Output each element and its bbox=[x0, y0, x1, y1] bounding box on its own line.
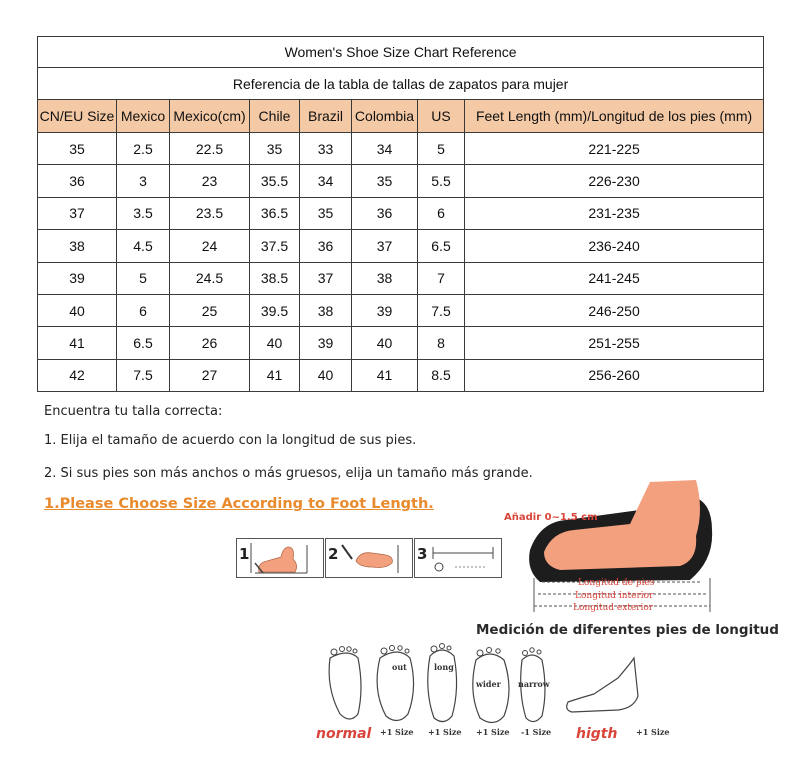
table-cell: 2.5 bbox=[117, 133, 170, 165]
table-cell: 7 bbox=[418, 262, 465, 294]
step-1-number: 1 bbox=[239, 545, 250, 563]
header-cn-eu: CN/EU Size bbox=[38, 100, 117, 133]
table-cell: 221-225 bbox=[465, 133, 764, 165]
header-feet-length: Feet Length (mm)/Longitud de los pies (mm) bbox=[465, 100, 764, 133]
table-cell: 5 bbox=[117, 262, 170, 294]
table-cell: 40 bbox=[352, 327, 418, 359]
table-cell: 39 bbox=[352, 294, 418, 326]
foot-on-paper-icon bbox=[237, 539, 323, 577]
high-label: higth bbox=[576, 726, 618, 742]
header-brazil: Brazil bbox=[300, 100, 352, 133]
table-cell: 3 bbox=[117, 165, 170, 197]
add-length-label: Añadir 0~1.5 cm bbox=[504, 512, 598, 523]
table-cell: 35 bbox=[250, 133, 300, 165]
measure-title: Medición de diferentes pies de longitud bbox=[476, 622, 779, 638]
table-row bbox=[38, 294, 764, 326]
ruler-icon bbox=[415, 539, 501, 577]
table-row bbox=[38, 262, 764, 294]
table-cell: 226-230 bbox=[465, 165, 764, 197]
table-cell: 34 bbox=[300, 165, 352, 197]
table-cell: 22.5 bbox=[170, 133, 250, 165]
table-cell: 4.5 bbox=[117, 230, 170, 262]
table-cell: 3.5 bbox=[117, 197, 170, 229]
plus-one-size-label: +1 Size bbox=[428, 727, 462, 737]
instructions-heading: Encuentra tu talla correcta: bbox=[44, 404, 223, 419]
foot-type-out: out bbox=[392, 662, 407, 672]
table-cell: 37 bbox=[352, 230, 418, 262]
instructions-step-2: 2. Si sus pies son más anchos o más gruesos, elija un tamaño más grande. bbox=[44, 466, 533, 481]
table-cell: 7.5 bbox=[117, 359, 170, 391]
foot-type-long: long bbox=[434, 662, 454, 672]
plus-one-size-label: +1 Size bbox=[380, 727, 414, 737]
step-3-number: 3 bbox=[417, 545, 428, 563]
table-row bbox=[38, 197, 764, 229]
table-cell: 26 bbox=[170, 327, 250, 359]
table-cell: 35 bbox=[300, 197, 352, 229]
table-cell: 246-250 bbox=[465, 294, 764, 326]
table-cell: 6.5 bbox=[117, 327, 170, 359]
table-cell: 39 bbox=[38, 262, 117, 294]
table-cell: 23.5 bbox=[170, 197, 250, 229]
foot-type-narrow: narrow bbox=[518, 679, 550, 689]
long-foot-outline bbox=[428, 650, 457, 722]
table-row bbox=[38, 359, 764, 391]
minus-one-size-label: -1 Size bbox=[521, 727, 552, 737]
table-cell: 256-260 bbox=[465, 359, 764, 391]
table-cell: 6 bbox=[117, 294, 170, 326]
instructions-step-1: 1. Elija el tamaño de acuerdo con la longitud de sus pies. bbox=[44, 433, 417, 448]
normal-foot-outline bbox=[329, 653, 361, 719]
inner-length-label: Longitud interior bbox=[575, 591, 654, 601]
table-cell: 6 bbox=[418, 197, 465, 229]
table-title-es: Referencia de la tabla de tallas de zapatos para mujer bbox=[38, 68, 764, 100]
table-cell: 8 bbox=[418, 327, 465, 359]
table-row bbox=[38, 327, 764, 359]
table-cell: 38 bbox=[352, 262, 418, 294]
table-cell: 23 bbox=[170, 165, 250, 197]
table-cell: 33 bbox=[300, 133, 352, 165]
table-cell: 37.5 bbox=[250, 230, 300, 262]
table-cell: 8.5 bbox=[418, 359, 465, 391]
table-cell: 36.5 bbox=[250, 197, 300, 229]
foot-type-wider: wider bbox=[476, 679, 501, 689]
table-cell: 38 bbox=[300, 294, 352, 326]
table-cell: 40 bbox=[250, 327, 300, 359]
size-chart-table bbox=[37, 36, 764, 392]
choose-size-title: 1.Please Choose Size According to Foot Length. bbox=[44, 496, 434, 512]
table-cell: 231-235 bbox=[465, 197, 764, 229]
table-cell: 241-245 bbox=[465, 262, 764, 294]
table-row bbox=[38, 230, 764, 262]
normal-label: normal bbox=[316, 726, 372, 742]
table-cell: 40 bbox=[300, 359, 352, 391]
table-cell: 24 bbox=[170, 230, 250, 262]
foot-measure-icon bbox=[326, 539, 412, 577]
table-row bbox=[38, 165, 764, 197]
table-cell: 38.5 bbox=[250, 262, 300, 294]
table-cell: 36 bbox=[300, 230, 352, 262]
foot-length-label: Longitud de pies bbox=[578, 578, 655, 588]
table-cell: 39 bbox=[300, 327, 352, 359]
high-arch-foot-outline bbox=[567, 658, 638, 712]
table-cell: 5 bbox=[418, 133, 465, 165]
header-colombia: Colombia bbox=[352, 100, 418, 133]
step-1-image bbox=[236, 538, 324, 578]
table-cell: 35.5 bbox=[250, 165, 300, 197]
table-cell: 37 bbox=[38, 197, 117, 229]
table-title-row bbox=[38, 37, 764, 68]
table-cell: 34 bbox=[352, 133, 418, 165]
table-cell: 35 bbox=[352, 165, 418, 197]
table-header-row bbox=[38, 100, 764, 133]
table-cell: 24.5 bbox=[170, 262, 250, 294]
header-mexico-cm: Mexico(cm) bbox=[170, 100, 250, 133]
header-chile: Chile bbox=[250, 100, 300, 133]
table-cell: 36 bbox=[352, 197, 418, 229]
table-cell: 40 bbox=[38, 294, 117, 326]
table-cell: 38 bbox=[38, 230, 117, 262]
plus-one-size-label: +1 Size bbox=[636, 727, 670, 737]
table-cell: 37 bbox=[300, 262, 352, 294]
table-cell: 6.5 bbox=[418, 230, 465, 262]
step-3-image bbox=[414, 538, 502, 578]
step-2-number: 2 bbox=[328, 545, 339, 563]
table-cell: 25 bbox=[170, 294, 250, 326]
table-cell: 41 bbox=[250, 359, 300, 391]
table-cell: 27 bbox=[170, 359, 250, 391]
table-title-en: Women's Shoe Size Chart Reference bbox=[38, 37, 764, 68]
table-cell: 41 bbox=[352, 359, 418, 391]
table-cell: 5.5 bbox=[418, 165, 465, 197]
table-row bbox=[38, 133, 764, 165]
table-cell: 42 bbox=[38, 359, 117, 391]
table-subtitle-row bbox=[38, 68, 764, 100]
table-cell: 39.5 bbox=[250, 294, 300, 326]
table-cell: 36 bbox=[38, 165, 117, 197]
table-cell: 7.5 bbox=[418, 294, 465, 326]
table-cell: 236-240 bbox=[465, 230, 764, 262]
table-cell: 35 bbox=[38, 133, 117, 165]
plus-one-size-label: +1 Size bbox=[476, 727, 510, 737]
table-cell: 41 bbox=[38, 327, 117, 359]
step-2-image bbox=[325, 538, 413, 578]
header-mexico: Mexico bbox=[117, 100, 170, 133]
table-cell: 251-255 bbox=[465, 327, 764, 359]
header-us: US bbox=[418, 100, 465, 133]
outer-length-label: Longitud exterior bbox=[573, 603, 654, 613]
